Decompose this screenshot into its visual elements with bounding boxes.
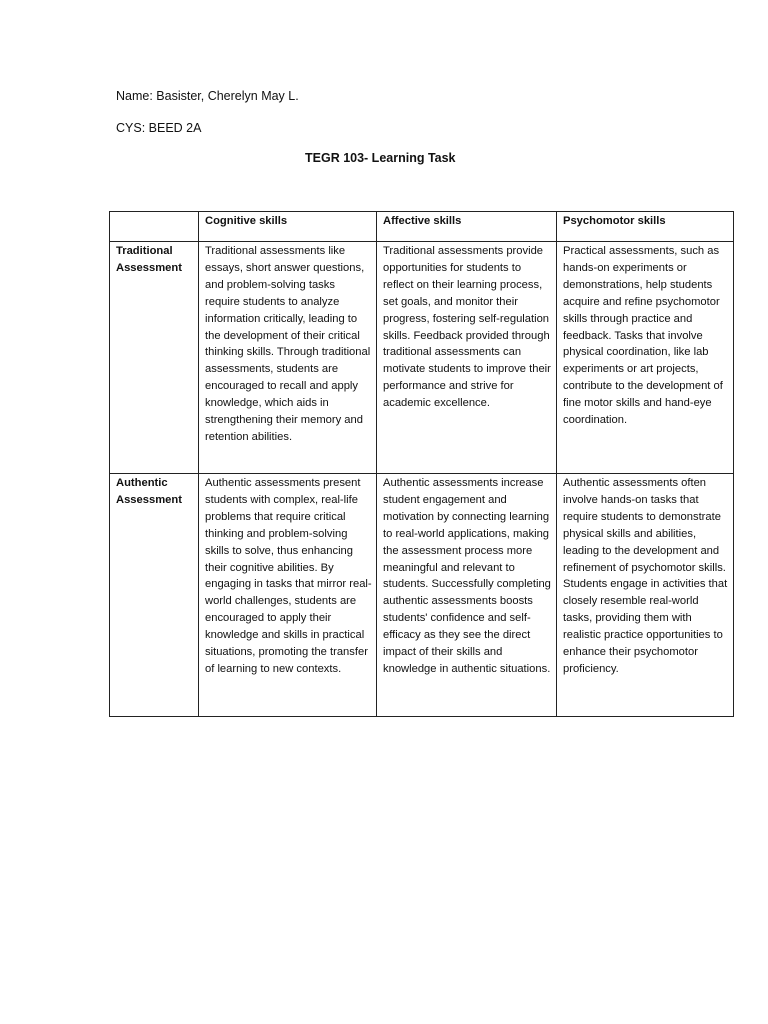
- table-header-row: [110, 212, 734, 242]
- row-label-authentic: Authentic Assessment: [110, 474, 199, 717]
- header-cell-psychomotor: Psychomotor skills: [557, 212, 734, 242]
- student-name-line: Name: Basister, Cherelyn May L.: [116, 89, 299, 103]
- cell-authentic-cognitive: Authentic assessments present students with complex, real-life problems that require critical thinking and problem-solving skills to solve, thus enhancing their cognitive abilities. By engaging in tasks that mirror real-world challenges, students are encouraged to apply their knowledge and skills in practical situations, promoting the transfer of learning to new contexts.: [199, 474, 377, 717]
- course-year-section-line: CYS: BEED 2A: [116, 121, 202, 135]
- header-cell-affective: Affective skills: [377, 212, 557, 242]
- cell-traditional-affective: Traditional assessments provide opportunities for students to reflect on their learning process, set goals, and monitor their progress, fostering self-regulation skills. Feedback provided through traditional assessments can motivate students to improve their performance and strive for academic excellence.: [377, 242, 557, 474]
- document-title: TEGR 103- Learning Task: [305, 151, 456, 165]
- header-cell-corner: [110, 212, 199, 242]
- cell-traditional-psychomotor: Practical assessments, such as hands-on experiments or demonstrations, help students acquire and refine psychomotor skills through practice and feedback. Tasks that involve physical coordination, like lab experiments or art projects, contribute to the development of fine motor skills and hand-eye coordination.: [557, 242, 734, 474]
- skills-assessment-table: [109, 211, 734, 717]
- cell-traditional-cognitive: Traditional assessments like essays, short answer questions, and problem-solving tasks require students to analyze information critically, leading to the development of their critical thinking skills. Through traditional assessments, students are encouraged to recall and apply knowledge, which aids in strengthening their memory and retention abilities.: [199, 242, 377, 474]
- table-row-authentic: [110, 474, 734, 717]
- cell-authentic-psychomotor: Authentic assessments often involve hands-on tasks that require students to demonstrate physical skills and abilities, leading to the development and refinement of psychomotor skills. Students engage in activities that closely resemble real-world tasks, providing them with realistic practice opportunities to enhance their psychomotor proficiency.: [557, 474, 734, 717]
- cell-authentic-affective: Authentic assessments increase student engagement and motivation by connecting learning to real-world applications, making the assessment process more meaningful and relevant to students. Successfully completing authentic assessments boosts students' confidence and self-efficacy as they see the direct impact of their skills and knowledge in authentic situations.: [377, 474, 557, 717]
- table-row-traditional: [110, 242, 734, 474]
- row-label-traditional: Traditional Assessment: [110, 242, 199, 474]
- header-cell-cognitive: Cognitive skills: [199, 212, 377, 242]
